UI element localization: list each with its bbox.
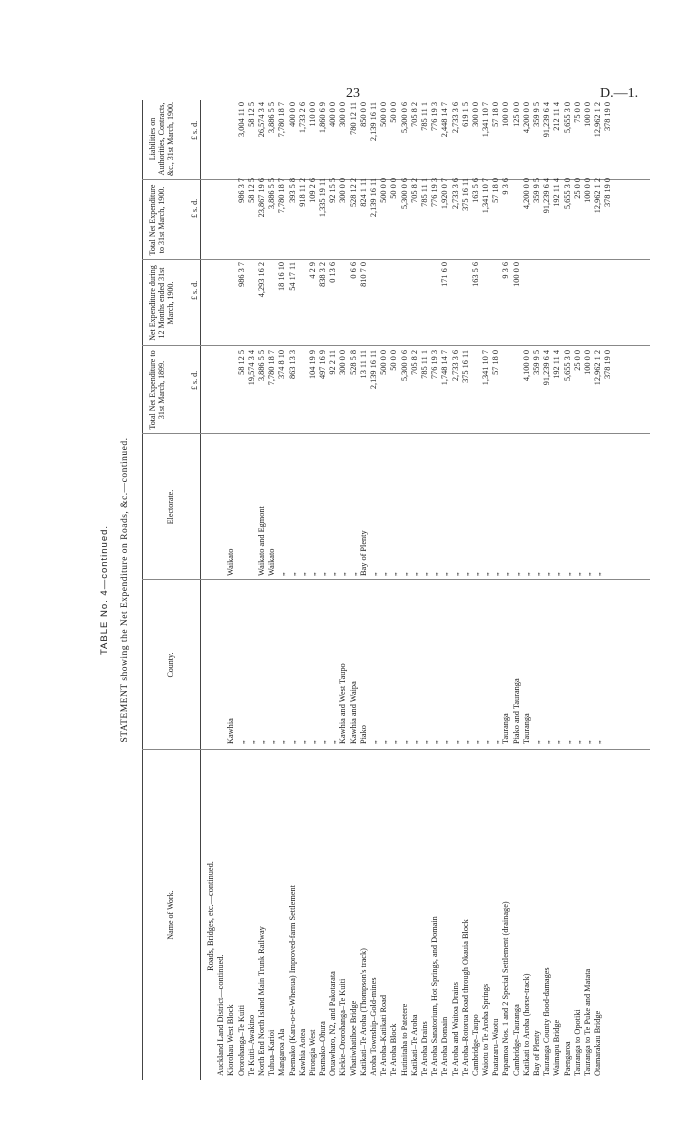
total-1900-value: 25 0 0 <box>572 178 582 199</box>
total-liabilities-value: 785 11 1 <box>419 102 429 131</box>
total-1900-value: 300 0 0 <box>338 178 348 203</box>
col-head-electorate: Electorate. <box>166 489 175 525</box>
total-1899-value: 374 8 10 <box>277 350 287 380</box>
total-liabilities-value: 5,655 3 0 <box>562 102 572 134</box>
county-name: Kawhia <box>226 718 236 744</box>
header-bottom-rule <box>200 100 201 1080</box>
electorate-name: Waikato <box>226 548 236 576</box>
total-1899-value: 19,574 3 4 <box>246 350 256 386</box>
total-1900-value: 50 0 0 <box>389 178 399 199</box>
table-row <box>369 100 379 1080</box>
work-name: Hutinitaha to Patetere <box>399 1003 409 1076</box>
year-1900-value: 163 5 6 <box>470 262 480 287</box>
work-name: Otamarakau Bridge <box>593 1010 603 1076</box>
electorate-name: „ <box>511 572 521 576</box>
total-liabilities-value: 400 0 0 <box>287 102 297 127</box>
total-1900-value: 4,200 0 0 <box>521 178 531 210</box>
county-name: „ <box>481 740 491 744</box>
table-body <box>206 100 614 1080</box>
table-subtitle: STATEMENT showing the Net Expenditure on Roads, &c.—continued. <box>120 437 130 743</box>
county-name: „ <box>532 740 541 744</box>
total-1900-value: 359 9 5 <box>532 178 541 203</box>
total-liabilities-value: 2,448 14 7 <box>440 102 450 138</box>
total-1899-value: 58 12 5 <box>236 350 246 375</box>
county-name: Kawhia and Waipa <box>348 681 358 744</box>
total-1900-value: 1,341 10 7 <box>481 178 491 214</box>
total-liabilities-value: 2,139 16 11 <box>369 102 378 142</box>
work-name: Ororohanga–Te Kuiti <box>236 1004 246 1076</box>
county-name: „ <box>593 740 603 744</box>
table-row <box>481 100 491 1080</box>
table-row <box>512 100 522 1080</box>
work-name: Te Aroha Drains <box>419 1021 429 1076</box>
electorate-name: „ <box>318 572 328 576</box>
total-1899-value: 863 13 3 <box>287 350 297 380</box>
county-name: Tauranga <box>501 713 511 744</box>
work-name: Waimapu Bridge <box>552 1019 562 1076</box>
total-1900-value: 5,655 3 0 <box>562 178 572 210</box>
electorate-name: „ <box>532 572 541 576</box>
table-row <box>226 100 236 1080</box>
lsd-units: £ s. d. <box>190 198 199 218</box>
total-1900-value: 375 16 11 <box>460 178 470 211</box>
electorate-name: „ <box>521 572 531 576</box>
table-row <box>359 100 369 1080</box>
county-name: „ <box>542 740 552 744</box>
total-1900-value: 12,962 1 2 <box>593 178 603 214</box>
electorate-name: „ <box>552 572 562 576</box>
county-name: „ <box>572 740 582 744</box>
total-liabilities-value: 378 19 0 <box>603 102 613 132</box>
table-row <box>237 100 247 1080</box>
total-liabilities-value: 91,239 6 4 <box>542 102 552 138</box>
electorate-name: „ <box>491 572 501 576</box>
work-name: Katikati–Te Aroha <box>409 1014 419 1076</box>
electorate-name: „ <box>328 572 338 576</box>
work-name: Papamoa Nos. 1 and 2 Special Settlement (drainage) <box>501 901 511 1076</box>
year-1900-value: 986 3 7 <box>236 262 246 287</box>
county-name: „ <box>318 740 328 744</box>
electorate-name: „ <box>470 572 480 576</box>
section-title: Roads, Bridges, etc.—continued. <box>206 861 215 971</box>
electorate-name: „ <box>379 572 389 576</box>
total-liabilities-value: 776 19 3 <box>430 102 440 132</box>
table-row <box>379 100 389 1080</box>
total-liabilities-value: 1,341 10 7 <box>481 102 491 138</box>
total-1900-value: 91,239 6 4 <box>542 178 552 214</box>
county-name: „ <box>277 740 287 744</box>
total-liabilities-value: 4,200 0 0 <box>521 102 531 134</box>
work-name: North End North Island Main Trunk Railway <box>256 926 266 1076</box>
page-number: 23 <box>346 86 360 101</box>
lsd-units: £ s. d. <box>190 280 199 300</box>
total-1900-value: 1,335 19 11 <box>318 178 328 218</box>
county-name: Kawhia and West Taupo <box>338 663 348 744</box>
total-liabilities-value: 58 12 5 <box>246 102 256 127</box>
electorate-name: Bay of Plenty <box>358 530 368 576</box>
total-1900-value: 57 18 0 <box>491 178 501 203</box>
county-name: „ <box>369 740 378 744</box>
total-1899-value: 300 0 0 <box>338 350 348 375</box>
table-row <box>328 100 338 1080</box>
year-1900-value: 838 3 2 <box>318 262 328 287</box>
total-1900-value: 824 1 11 <box>358 178 368 207</box>
total-1900-value: 776 19 3 <box>430 178 440 208</box>
total-1899-value: 91,239 6 4 <box>542 350 552 386</box>
total-1899-value: 1,341 10 7 <box>481 350 491 386</box>
electorate-name: „ <box>419 572 429 576</box>
work-name: Cambridge–Taupo <box>470 1014 480 1076</box>
county-name: „ <box>409 740 419 744</box>
work-name: Bay of Plenty <box>532 1030 541 1076</box>
work-name: Oruawharo, N2, and Pakotarata <box>328 971 338 1076</box>
total-1900-value: 192 11 4 <box>552 178 562 207</box>
work-name: Tuhua–Karioi <box>267 1029 277 1076</box>
table-row <box>420 100 430 1080</box>
year-1900-value: 0 6 6 <box>348 262 358 279</box>
total-1900-value: 2,733 3 6 <box>450 178 460 210</box>
table-row <box>573 100 583 1080</box>
work-name: Te Aroha Block <box>389 1023 399 1076</box>
table-row <box>318 100 328 1080</box>
electorate-name: „ <box>369 572 378 576</box>
table-row <box>410 100 420 1080</box>
electorate-name: „ <box>460 572 470 576</box>
total-1899-value: 12,962 1 2 <box>593 350 603 386</box>
work-name: Aroha Township–Gold-mines <box>369 977 378 1076</box>
year-1900-value: 4,293 16 2 <box>256 262 266 298</box>
total-1900-value: 918 11 2 <box>297 178 307 207</box>
electorate-name: „ <box>562 572 572 576</box>
total-liabilities-value: 212 11 4 <box>552 102 562 131</box>
table-row <box>542 100 552 1080</box>
county-name: „ <box>430 740 440 744</box>
total-liabilities-value: 7,780 18 7 <box>277 102 287 138</box>
total-1900-value: 378 19 0 <box>603 178 613 208</box>
col-head-year-1900: Net Expenditure during 12 Months ended 31st March, 1900. <box>148 265 175 341</box>
year-1900-value: 18 16 10 <box>277 262 287 292</box>
total-1899-value: 4,100 0 0 <box>521 350 531 382</box>
county-name: Tauranga <box>521 713 531 744</box>
table-row <box>298 100 308 1080</box>
total-1899-value: 375 16 11 <box>460 350 470 383</box>
col-head-county: County. <box>166 652 175 678</box>
total-1900-value: 7,780 18 7 <box>277 178 287 214</box>
total-liabilities-value: 75 0 0 <box>572 102 582 123</box>
table-row <box>338 100 348 1080</box>
total-liabilities-value: 3,886 5 5 <box>267 102 277 134</box>
total-1900-value: 2,139 16 11 <box>369 178 378 218</box>
total-1899-value: 359 9 5 <box>532 350 541 375</box>
year-1900-value: 0 13 6 <box>328 262 338 283</box>
electorate-name: Waikato <box>267 548 277 576</box>
year-1900-value: 810 7 0 <box>358 262 368 287</box>
total-1900-value: 500 0 0 <box>379 178 389 203</box>
table-row <box>430 100 440 1080</box>
total-1899-value: 57 18 0 <box>491 350 501 375</box>
electorate-name: Waikato and Egmont <box>256 506 266 576</box>
total-1900-value: 58 12 5 <box>246 178 256 203</box>
table-row <box>501 100 511 1080</box>
table-row <box>277 100 287 1080</box>
total-1899-value: 500 0 0 <box>379 350 389 375</box>
document-reference: D.—1. <box>600 86 639 101</box>
total-1899-value: 192 11 4 <box>552 350 562 379</box>
county-name: „ <box>379 740 389 744</box>
year-1900-value: 54 17 11 <box>287 262 297 291</box>
county-name: „ <box>328 740 338 744</box>
total-1899-value: 378 19 0 <box>603 350 613 380</box>
county-name: „ <box>440 740 450 744</box>
total-liabilities-value: 1,860 6 9 <box>318 102 328 134</box>
total-1900-value: 100 0 0 <box>582 178 592 203</box>
work-name: Katikati to Aroha (horse-track) <box>521 973 531 1076</box>
year-1900-value: 4 2 9 <box>307 262 317 279</box>
work-name: Puatararu–Waotu <box>491 1018 501 1076</box>
electorate-name: „ <box>542 572 552 576</box>
table-row <box>349 100 359 1080</box>
total-liabilities-value: 57 18 0 <box>491 102 501 127</box>
table-row <box>461 100 471 1080</box>
work-name: Tauranga to Opotiki <box>572 1009 582 1076</box>
col-head-total-1899: Total Net Expenditure to 31st March, 1899. <box>148 350 166 430</box>
table-row <box>247 100 257 1080</box>
total-1899-value: 497 16 9 <box>318 350 328 380</box>
table-row <box>563 100 573 1080</box>
total-1899-value: 2,733 3 6 <box>450 350 460 382</box>
work-name: Pirongia West <box>307 1029 317 1076</box>
year-1900-value: 100 0 0 <box>511 262 521 287</box>
total-1900-value: 23,867 19 6 <box>256 178 266 218</box>
work-name: Te Aroha Domain <box>440 1016 450 1076</box>
total-1900-value: 5,300 0 6 <box>399 178 409 210</box>
table-row <box>583 100 593 1080</box>
work-name: Te Aroha–Rotorua Road through Okauia Block <box>460 919 470 1076</box>
table-row <box>257 100 267 1080</box>
table-row <box>389 100 399 1080</box>
total-1899-value: 3,886 5 5 <box>256 350 266 382</box>
total-liabilities-value: 500 0 0 <box>379 102 389 127</box>
total-1899-value: 528 5 8 <box>348 350 358 375</box>
table-row <box>593 100 603 1080</box>
work-name: Pasmako–Ohura <box>318 1021 328 1076</box>
electorate-name: „ <box>307 572 317 576</box>
work-name: Te Aroha–Katikati Road <box>379 995 389 1076</box>
district-title: Auckland Land District—continued. <box>216 954 226 1076</box>
total-1899-value: 705 8 2 <box>409 350 419 375</box>
total-liabilities-value: 125 0 0 <box>511 102 521 127</box>
county-name: „ <box>297 740 307 744</box>
total-1899-value: 5,655 3 0 <box>562 350 572 382</box>
work-name: Kiekie–Ororohanga–Te Kuiti <box>338 978 348 1076</box>
electorate-name: „ <box>582 572 592 576</box>
county-name: „ <box>470 740 480 744</box>
electorate-name: „ <box>409 572 419 576</box>
county-name: Piako and Tauranga <box>511 678 521 744</box>
total-1899-value: 785 11 1 <box>419 350 429 379</box>
electorate-name: „ <box>440 572 450 576</box>
work-name: Katikati–Te Aroha (Thompson's track) <box>358 948 368 1076</box>
col-head-liabilities: Liabilities on Authorities, Contracts, &c., 31st March, 1900. <box>148 102 175 176</box>
table-row <box>288 100 298 1080</box>
header-top-rule <box>142 100 143 1080</box>
table-row <box>471 100 481 1080</box>
electorate-name: „ <box>450 572 460 576</box>
electorate-name: „ <box>389 572 399 576</box>
total-liabilities-value: 110 0 0 <box>307 102 317 127</box>
total-liabilities-value: 5,300 0 6 <box>399 102 409 134</box>
total-1899-value: 1,748 14 7 <box>440 350 450 386</box>
electorate-name: „ <box>287 572 297 576</box>
electorate-name: „ <box>481 572 491 576</box>
county-name: „ <box>419 740 429 744</box>
year-1900-value: 9 3 6 <box>501 262 511 279</box>
total-liabilities-value: 300 0 0 <box>338 102 348 127</box>
total-1899-value: 50 0 0 <box>389 350 399 371</box>
total-1899-value: 776 19 3 <box>430 350 440 380</box>
county-name: „ <box>399 740 409 744</box>
county-name: „ <box>246 740 256 744</box>
total-1900-value: 986 3 7 <box>236 178 246 203</box>
total-liabilities-value: 780 12 11 <box>348 102 358 135</box>
electorate-name: „ <box>399 572 409 576</box>
total-1899-value: 2,139 16 11 <box>369 350 378 390</box>
county-name: „ <box>460 740 470 744</box>
total-liabilities-value: 100 0 0 <box>501 102 511 127</box>
total-1900-value: 3,886 5 5 <box>267 178 277 210</box>
work-name: Cambridge–Tauranga <box>511 1004 521 1076</box>
total-liabilities-value: 619 1 5 <box>460 102 470 127</box>
col-head-total-1900: Total Net Expenditure to 31st March, 1900. <box>148 184 166 256</box>
total-1899-value: 25 0 0 <box>572 350 582 371</box>
total-liabilities-value: 300 0 0 <box>470 102 480 127</box>
electorate-name: „ <box>430 572 440 576</box>
electorate-name: „ <box>572 572 582 576</box>
work-name: Kawhia Aotea <box>297 1028 307 1076</box>
work-name: Te Kuiti–Awakino <box>246 1014 256 1076</box>
total-liabilities-value: 2,733 3 6 <box>450 102 460 134</box>
total-1900-value: 785 11 1 <box>419 178 429 207</box>
electorate-name: „ <box>348 572 358 576</box>
table-row <box>491 100 501 1080</box>
table-row <box>451 100 461 1080</box>
county-name: „ <box>562 740 572 744</box>
table-row <box>308 100 318 1080</box>
section-heading <box>206 100 216 1080</box>
total-1899-value: 5,300 0 6 <box>399 350 409 382</box>
electorate-name: „ <box>277 572 287 576</box>
work-name: Te Aroha Sanatorium, Hot Springs, and Domain <box>430 916 440 1076</box>
county-name: „ <box>256 740 266 744</box>
table-row <box>522 100 532 1080</box>
table-row <box>603 100 613 1080</box>
total-1900-value: 528 12 2 <box>348 178 358 208</box>
total-1900-value: 109 2 6 <box>307 178 317 203</box>
year-1900-value: 171 6 0 <box>440 262 450 287</box>
lsd-units: £ s. d. <box>190 370 199 390</box>
work-name: Paengaroa <box>562 1041 572 1076</box>
total-liabilities-value: 850 0 0 <box>358 102 368 127</box>
table-title: TABLE No. 4—continued. <box>99 524 110 656</box>
work-name: Kiorohau West Block <box>226 1004 236 1076</box>
county-name: „ <box>389 740 399 744</box>
county-name: „ <box>450 740 460 744</box>
work-name: Whatiwhatihoe Bridge <box>348 1000 358 1076</box>
total-liabilities-value: 100 0 0 <box>582 102 592 127</box>
total-1900-value: 1,920 0 7 <box>440 178 450 210</box>
total-liabilities-value: 26,574 3 4 <box>256 102 266 138</box>
total-1900-value: 393 5 8 <box>287 178 297 203</box>
table-row <box>552 100 562 1080</box>
electorate-name: „ <box>297 572 307 576</box>
county-name: „ <box>552 740 562 744</box>
electorate-name: „ <box>338 572 348 576</box>
county-name: „ <box>267 740 277 744</box>
row-container <box>226 100 613 1080</box>
total-1899-value: 100 0 0 <box>582 350 592 375</box>
total-1900-value: 92 15 5 <box>328 178 338 203</box>
county-name: „ <box>287 740 297 744</box>
county-name: „ <box>307 740 317 744</box>
electorate-name: „ <box>593 572 603 576</box>
lsd-units: £ s. d. <box>190 120 199 140</box>
work-name: Te Aroha and Waitoa Drains <box>450 982 460 1076</box>
work-name: Waiotu to Te Aroha Springs <box>481 983 491 1076</box>
total-1899-value: 92 2 11 <box>328 350 338 375</box>
total-1899-value: 104 19 9 <box>307 350 317 380</box>
total-liabilities-value: 1,733 2 6 <box>297 102 307 134</box>
work-name: Paemako (Karu-o-te-Whenua) Improved-farm Settlement <box>287 885 297 1076</box>
total-1899-value: 7,780 18 7 <box>267 350 277 386</box>
table-row <box>532 100 542 1080</box>
total-1900-value: 9 3 6 <box>501 178 511 195</box>
table-row <box>440 100 450 1080</box>
total-liabilities-value: 705 8 2 <box>409 102 419 127</box>
county-name: „ <box>236 740 246 744</box>
table-row <box>267 100 277 1080</box>
total-liabilities-value: 3,004 11 0 <box>236 102 246 137</box>
total-liabilities-value: 12,962 1 2 <box>593 102 603 138</box>
total-liabilities-value: 400 0 0 <box>328 102 338 127</box>
total-1899-value: 13 11 11 <box>358 350 368 379</box>
total-liabilities-value: 359 9 5 <box>532 102 541 127</box>
total-liabilities-value: 50 0 0 <box>389 102 399 123</box>
section-heading <box>216 100 226 1080</box>
county-name: „ <box>582 740 592 744</box>
total-1900-value: 163 5 6 <box>470 178 480 203</box>
work-name: Tauranga County flood-damages <box>542 967 552 1076</box>
work-name: Mangaroa Ala <box>277 1028 287 1076</box>
county-name: Piako <box>358 725 368 744</box>
electorate-name: „ <box>501 572 511 576</box>
total-1900-value: 705 8 2 <box>409 178 419 203</box>
work-name: Tauranga to Te Puke and Matata <box>582 968 592 1076</box>
col-head-work: Name of Work. <box>166 890 175 940</box>
rotated-table <box>100 100 660 1080</box>
table-row <box>400 100 410 1080</box>
county-name: „ <box>491 740 501 744</box>
